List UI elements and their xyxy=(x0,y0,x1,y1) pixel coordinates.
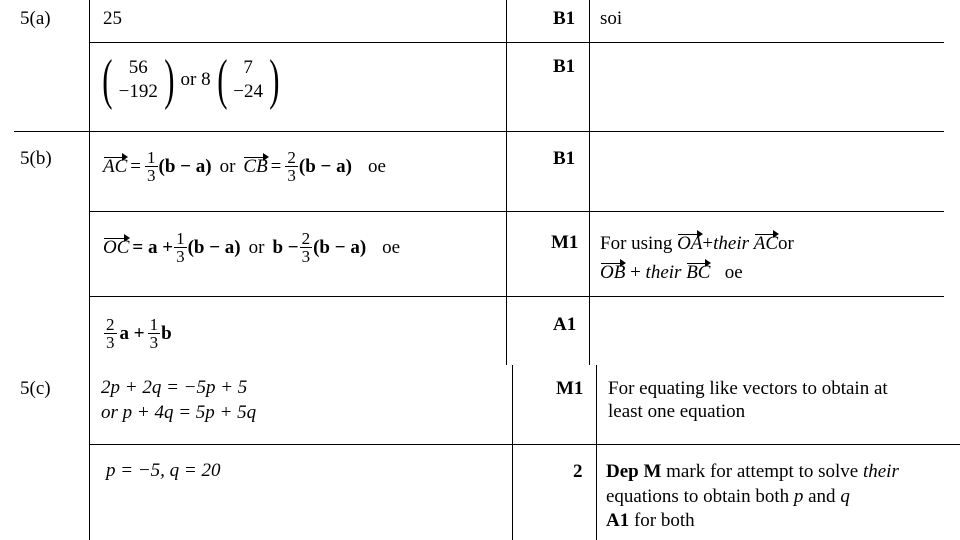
row-divider xyxy=(89,296,944,297)
row-divider xyxy=(89,42,944,43)
fraction: $\frac{1}{3}$ xyxy=(176,229,185,266)
answer-text: 25 xyxy=(103,8,122,29)
col-divider-3 xyxy=(589,0,590,365)
mark-code: M1 xyxy=(556,378,584,399)
vector-ac: AC xyxy=(103,155,128,177)
guidance-line-1: For using OA+their ACor xyxy=(600,233,794,254)
vector-cb: CB xyxy=(243,155,268,177)
answer-vector-equation xyxy=(103,230,400,265)
guidance-line-2: equations to obtain both p and q xyxy=(606,486,850,507)
answer-vector-equation: AC = $\frac{1}{3}$ (b − a) or CB = $\frac{2}{3}$ (b − a) oe xyxy=(103,148,386,185)
oe-text: oe xyxy=(367,155,386,177)
guidance-line-2: least one equation xyxy=(608,401,746,422)
expression: b − xyxy=(272,236,299,258)
question-number: 5(b) xyxy=(20,148,52,169)
answer-expression xyxy=(103,316,172,351)
vector-top: 7 xyxy=(243,57,253,78)
equation-line-2: or p + 4q = 5p + 5q xyxy=(101,402,257,423)
or-text: or xyxy=(248,236,265,258)
expression: = a + xyxy=(132,236,174,258)
equation-line-1: 2p + 2q = −5p + 5 xyxy=(101,377,248,398)
mark-code: M1 xyxy=(551,232,579,253)
mark-code: B1 xyxy=(553,56,576,77)
column-vector: ( 7 −24 ) xyxy=(216,49,280,111)
col-divider-2 xyxy=(506,0,507,365)
expression: b xyxy=(161,322,172,344)
mark-code: B1 xyxy=(553,148,576,169)
fraction: $\frac{2}{3}$ xyxy=(106,315,115,352)
expression: (b − a) xyxy=(313,236,367,258)
vector-oc: OC xyxy=(103,236,130,258)
question-number: 5(a) xyxy=(20,8,51,29)
column-vector: ( 56 −192 ) xyxy=(102,49,175,111)
guidance-line-2: OB + their BC oe xyxy=(600,262,743,283)
expression: (b − a) xyxy=(187,236,241,258)
mark-code: 2 xyxy=(573,461,583,482)
question-number: 5(c) xyxy=(20,378,51,399)
guidance-line-3: A1 for both xyxy=(606,510,695,531)
vector-top: 56 xyxy=(128,57,148,78)
mark-code: B1 xyxy=(553,8,576,29)
expression: (b − a) xyxy=(298,155,352,177)
expression: (b − a) xyxy=(158,155,212,177)
or-text: or 8 xyxy=(180,69,211,90)
row-divider xyxy=(89,444,960,445)
guidance-line-1: Dep M mark for attempt to solve their xyxy=(606,461,899,482)
col-divider-3 xyxy=(596,365,597,540)
oe-text: oe xyxy=(382,236,401,258)
guidance-text: soi xyxy=(600,8,623,29)
row-divider xyxy=(14,131,944,132)
fraction: $\frac{2}{3}$ xyxy=(287,148,296,185)
row-divider xyxy=(89,211,944,212)
col-divider-1 xyxy=(89,365,90,540)
fraction: $\frac{2}{3}$ xyxy=(301,229,311,266)
or-text: or xyxy=(219,155,236,177)
vector-bottom: −192 xyxy=(118,81,158,102)
fraction: $\frac{1}{3}$ xyxy=(147,148,156,185)
answer-column-vectors xyxy=(98,49,284,111)
col-divider-2 xyxy=(512,365,513,540)
mark-code: A1 xyxy=(553,314,577,335)
col-divider-1 xyxy=(89,0,90,365)
answer-text: p = −5, q = 20 xyxy=(106,460,221,481)
expression: a + xyxy=(119,322,145,344)
guidance-line-1: For equating like vectors to obtain at xyxy=(608,378,888,399)
fraction: $\frac{1}{3}$ xyxy=(149,315,159,352)
vector-bottom: −24 xyxy=(233,81,263,102)
